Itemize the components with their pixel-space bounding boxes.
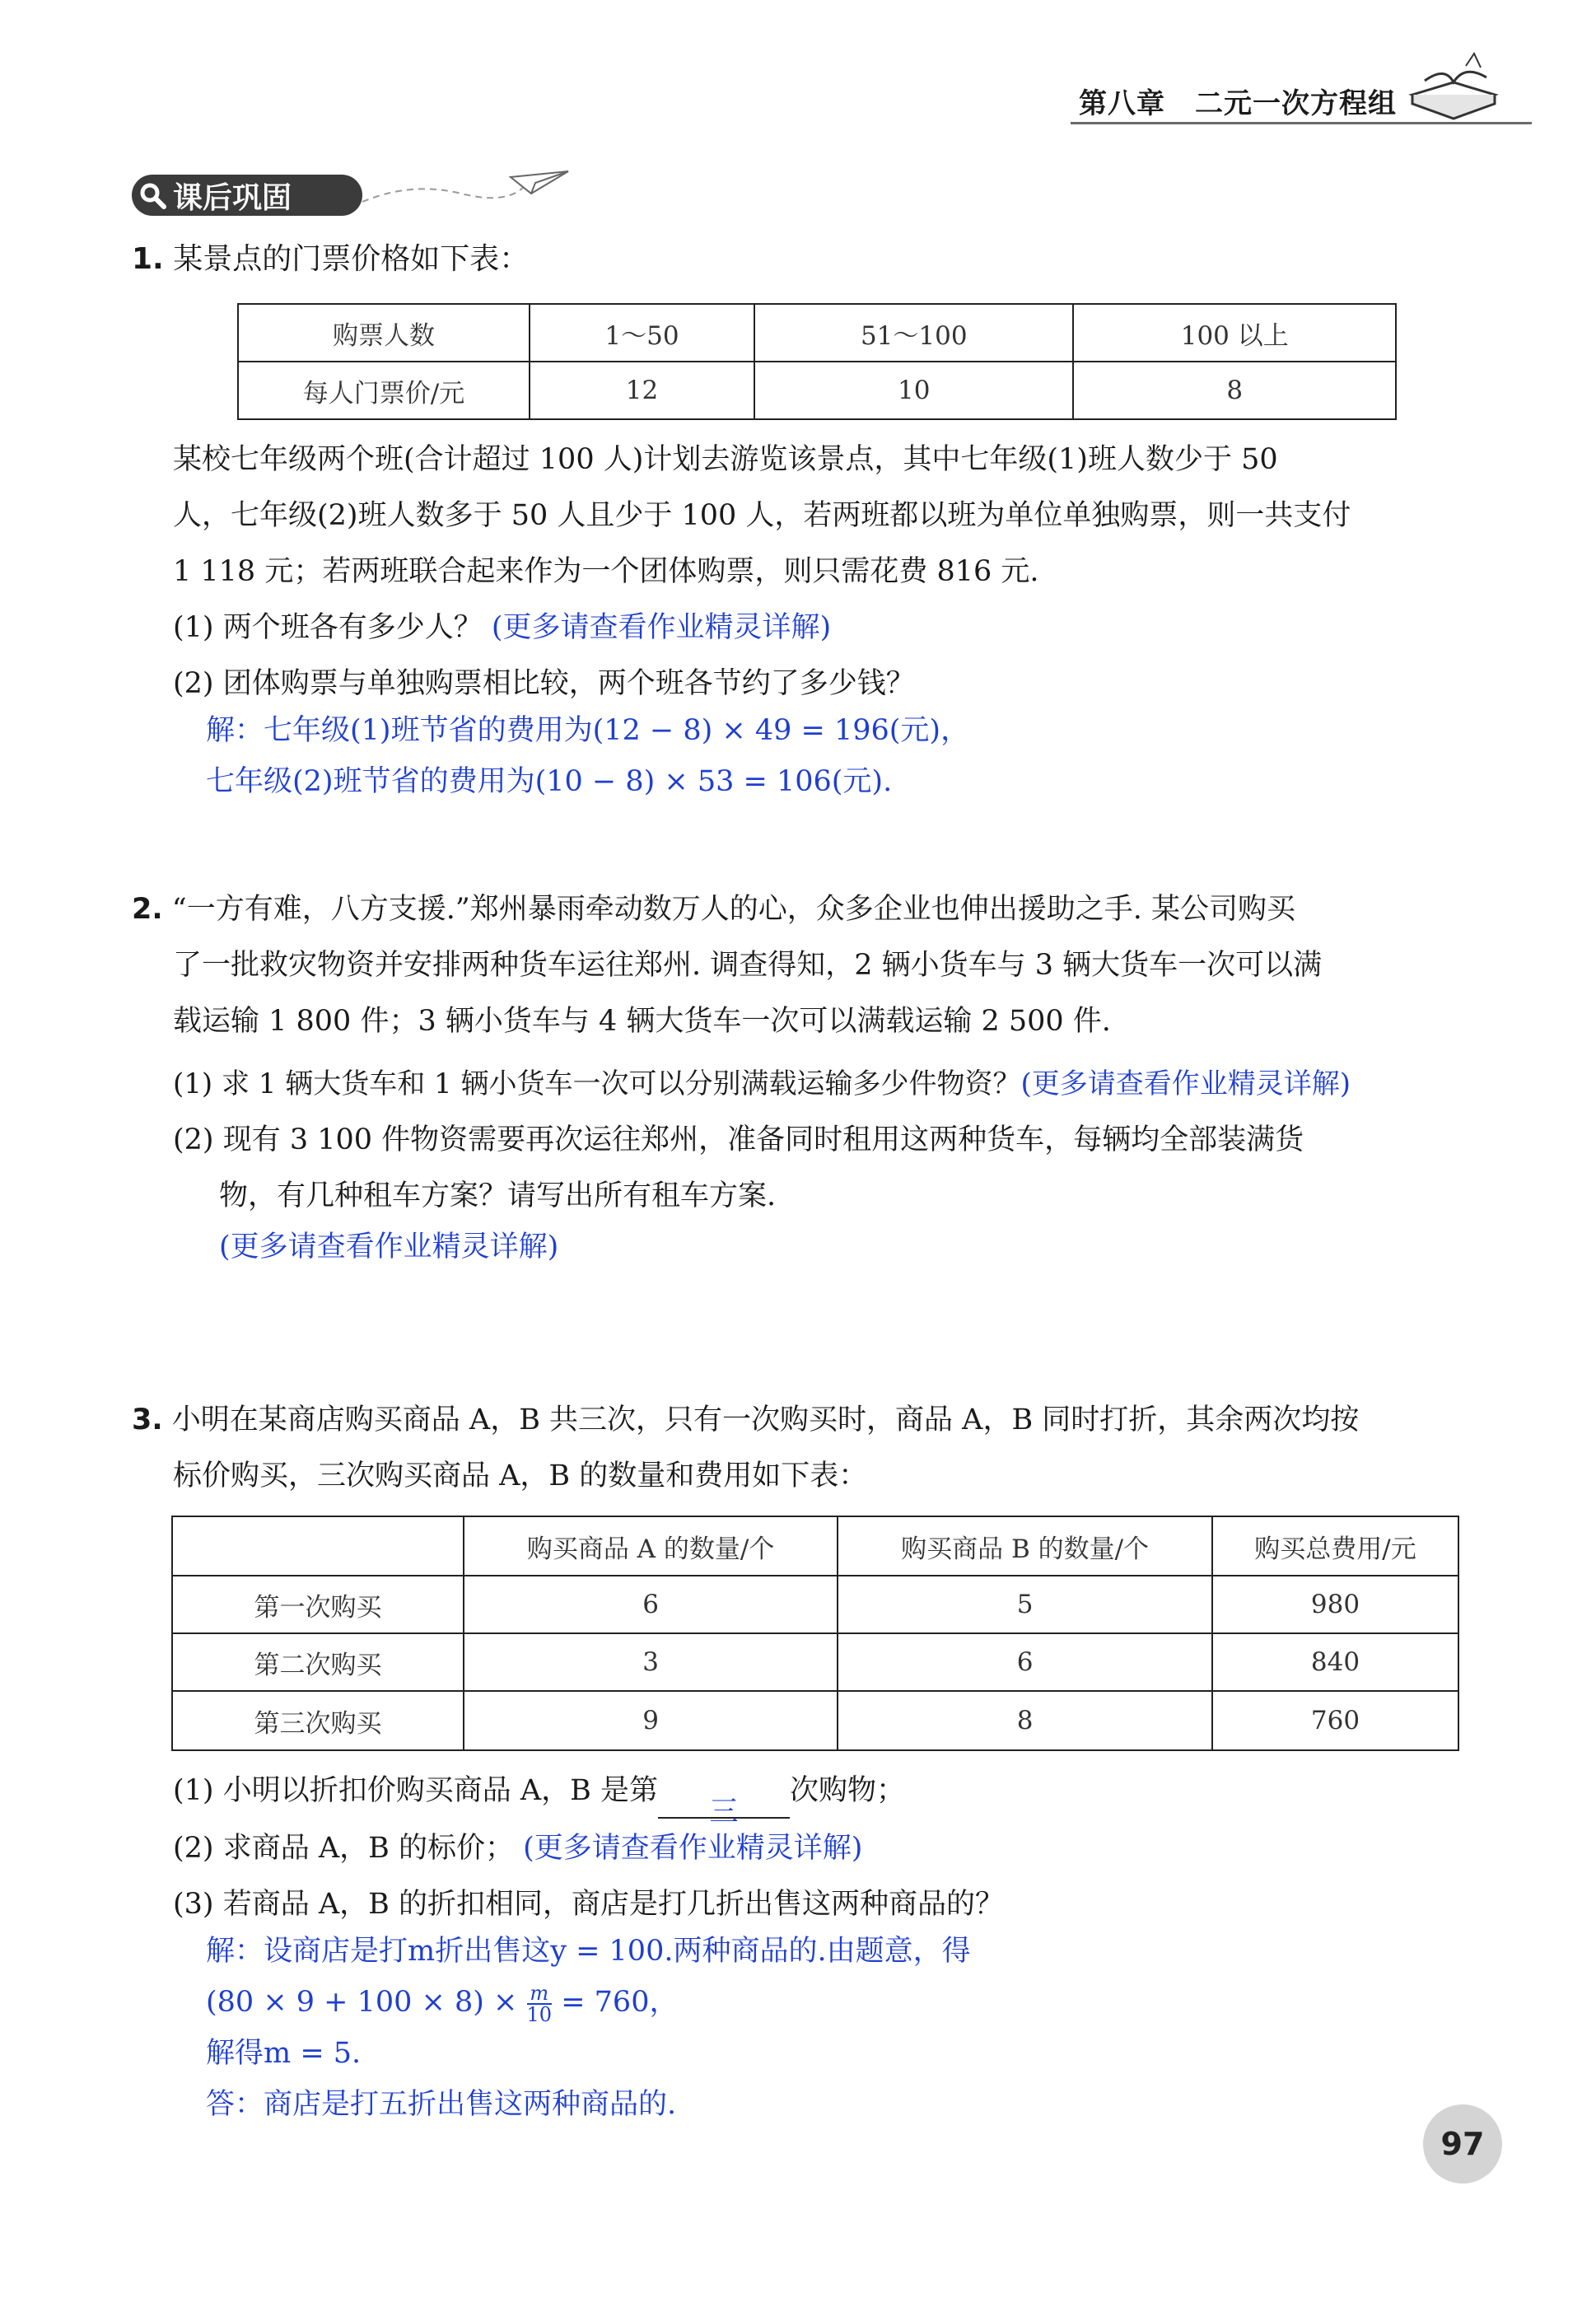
q2-sub1: [173, 1056, 1351, 1112]
q2-line-3: 载运输 1 800 件；3 辆小货车与 4 辆大货车一次可以满载运输 2 500 件.: [173, 1005, 1111, 1038]
q3-stem: [132, 1392, 1359, 1504]
page-number: 97: [1423, 2104, 1502, 2184]
fraction-denominator: 10: [526, 2002, 553, 2026]
table-cell: 6: [464, 1576, 838, 1633]
text-line: [132, 881, 1322, 937]
table-cell: 每人门票价/元: [238, 362, 530, 419]
table-cell: 5: [838, 1576, 1212, 1633]
table-cell: 980: [1212, 1576, 1458, 1633]
q3-line-1: 小明在某商店购买商品 A，B 共三次，只有一次购买时，商品 A，B 同时打折，其余两次均按: [171, 1404, 1360, 1436]
q3-sub1-pre: (1) 小明以折扣价购买商品 A，B 是第: [173, 1774, 658, 1807]
q1-sub1-link[interactable]: (更多请查看作业精灵详解): [491, 611, 832, 644]
q3-line-2: 标价购买，三次购买商品 A，B 的数量和费用如下表：: [173, 1460, 868, 1492]
table-row: [172, 1516, 1458, 1576]
answer-line: 解：七年级(1)班节省的费用为(12 − 8) × 49 = 196(元)，: [206, 714, 970, 747]
answer-blank[interactable]: 三: [658, 1784, 790, 1819]
q3-sub2: [173, 1820, 862, 1876]
q1-answer: [206, 705, 969, 807]
chapter-title: 二元一次方程组: [1195, 87, 1397, 120]
book-stack-icon: [1408, 49, 1499, 124]
table-row: [172, 1691, 1458, 1750]
table-cell: 8: [1073, 362, 1396, 419]
q1-sub1-text: (1) 两个班各有多少人？: [173, 611, 483, 644]
q3-number: 3.: [132, 1404, 163, 1436]
q2-sub2: [173, 1112, 1304, 1270]
table-cell: 9: [464, 1691, 838, 1750]
table-row: [238, 362, 1396, 419]
table-cell: 840: [1212, 1633, 1458, 1691]
q1-sub2: (2) 团体购票与单独购票相比较，两个班各节约了多少钱？: [173, 667, 915, 700]
q1-stem: [132, 243, 529, 276]
table-cell: 51～100: [754, 304, 1073, 362]
q1-price-table: [237, 303, 1397, 420]
q2-sub1-link[interactable]: (更多请查看作业精灵详解): [1020, 1067, 1351, 1100]
answer-line: [206, 1977, 971, 2028]
table-cell: 760: [1212, 1691, 1458, 1750]
q3-sub2-text: (2) 求商品 A，B 的标价；: [173, 1832, 514, 1865]
q2-sub2-link[interactable]: (更多请查看作业精灵详解): [219, 1231, 559, 1263]
q1-sub1: [173, 600, 831, 656]
q3-sub2-link[interactable]: (更多请查看作业精灵详解): [523, 1832, 863, 1865]
q2-number: 2.: [132, 893, 163, 926]
fraction-numerator: m: [530, 1981, 549, 2005]
q1-paragraph: [173, 432, 1351, 600]
text-line: 物，有几种租车方案？请写出所有租车方案.: [219, 1179, 777, 1212]
text-line: [132, 1392, 1359, 1448]
table-row: [172, 1576, 1458, 1633]
table-cell: 1～50: [530, 304, 754, 362]
table-cell: 购票人数: [238, 304, 530, 362]
paper-plane-icon: [362, 165, 576, 214]
answer-line: 解得m = 5.: [206, 2037, 362, 2070]
magnifier-icon: [132, 175, 173, 216]
table-cell: 购买商品 B 的数量/个: [838, 1516, 1212, 1576]
q2-line-1: “一方有难，八方支援.”郑州暴雨牵动数万人的心，众多企业也伸出援助之手. 某公司购买: [171, 893, 1295, 926]
table-cell: 第二次购买: [172, 1633, 464, 1691]
table-cell: 10: [754, 362, 1073, 419]
section-badge: [132, 175, 362, 216]
equation-left: (80 × 9 + 100 × 8) ×: [206, 1986, 518, 2019]
table-cell: [172, 1516, 464, 1576]
q2-stem: [132, 881, 1322, 1049]
answer-line: 七年级(2)班节省的费用为(10 − 8) × 53 = 106(元).: [206, 765, 893, 798]
table-cell: 12: [530, 362, 754, 419]
table-row: [238, 304, 1396, 362]
q3-sub1: [173, 1763, 905, 1829]
q2-line-2: 了一批救灾物资并安排两种货车运往郑州. 调查得知，2 辆小货车与 3 辆大货车一次可以满: [173, 949, 1323, 982]
text-line: 某校七年级两个班(合计超过 100 人)计划去游览该景点，其中七年级(1)班人数少于 50: [173, 443, 1278, 476]
text-line: 1 118 元；若两班联合起来作为一个团体购票，则只需花费 816 元.: [173, 555, 1039, 588]
q1-stem-text: 某景点的门票价格如下表：: [173, 242, 530, 276]
table-cell: 6: [838, 1633, 1212, 1691]
table-cell: 3: [464, 1633, 838, 1691]
running-header: [1079, 81, 1426, 121]
q3-sub1-post: 次购物；: [789, 1774, 905, 1807]
answer-line: 答：商店是打五折出售这两种商品的.: [206, 2088, 677, 2121]
text-line: 人，七年级(2)班人数多于 50 人且少于 100 人，若两班都以班为单位单独购票，则一共支付: [173, 499, 1351, 532]
table-cell: 100 以上: [1073, 304, 1396, 362]
answer-line: 解：设商店是打m折出售这y = 100.两种商品的.由题意，得: [206, 1935, 971, 1968]
q2-sub1-text: (1) 求 1 辆大货车和 1 辆小货车一次可以分别满载运输多少件物资？: [173, 1067, 1021, 1100]
table-cell: 第三次购买: [172, 1691, 464, 1750]
table-cell: 8: [838, 1691, 1212, 1750]
text-line: (2) 现有 3 100 件物资需要再次运往郑州，准备同时租用这两种货车，每辆均全部装满货: [173, 1123, 1304, 1156]
table-row: [172, 1633, 1458, 1691]
table-cell: 购买总费用/元: [1212, 1516, 1458, 1576]
q1-number: 1.: [132, 242, 164, 276]
chapter-label: 第八章: [1079, 87, 1165, 120]
q3-sub3: (3) 若商品 A，B 的折扣相同，商店是打几折出售这两种商品的？: [173, 1888, 1004, 1921]
table-cell: 购买商品 A 的数量/个: [464, 1516, 838, 1576]
q3-answer: [206, 1926, 971, 2130]
q3-purchase-table: [171, 1516, 1459, 1751]
table-cell: 第一次购买: [172, 1576, 464, 1633]
equation-right: = 760，: [561, 1986, 679, 2019]
section-title: 课后巩固: [173, 180, 292, 215]
fraction: [527, 1983, 553, 2025]
